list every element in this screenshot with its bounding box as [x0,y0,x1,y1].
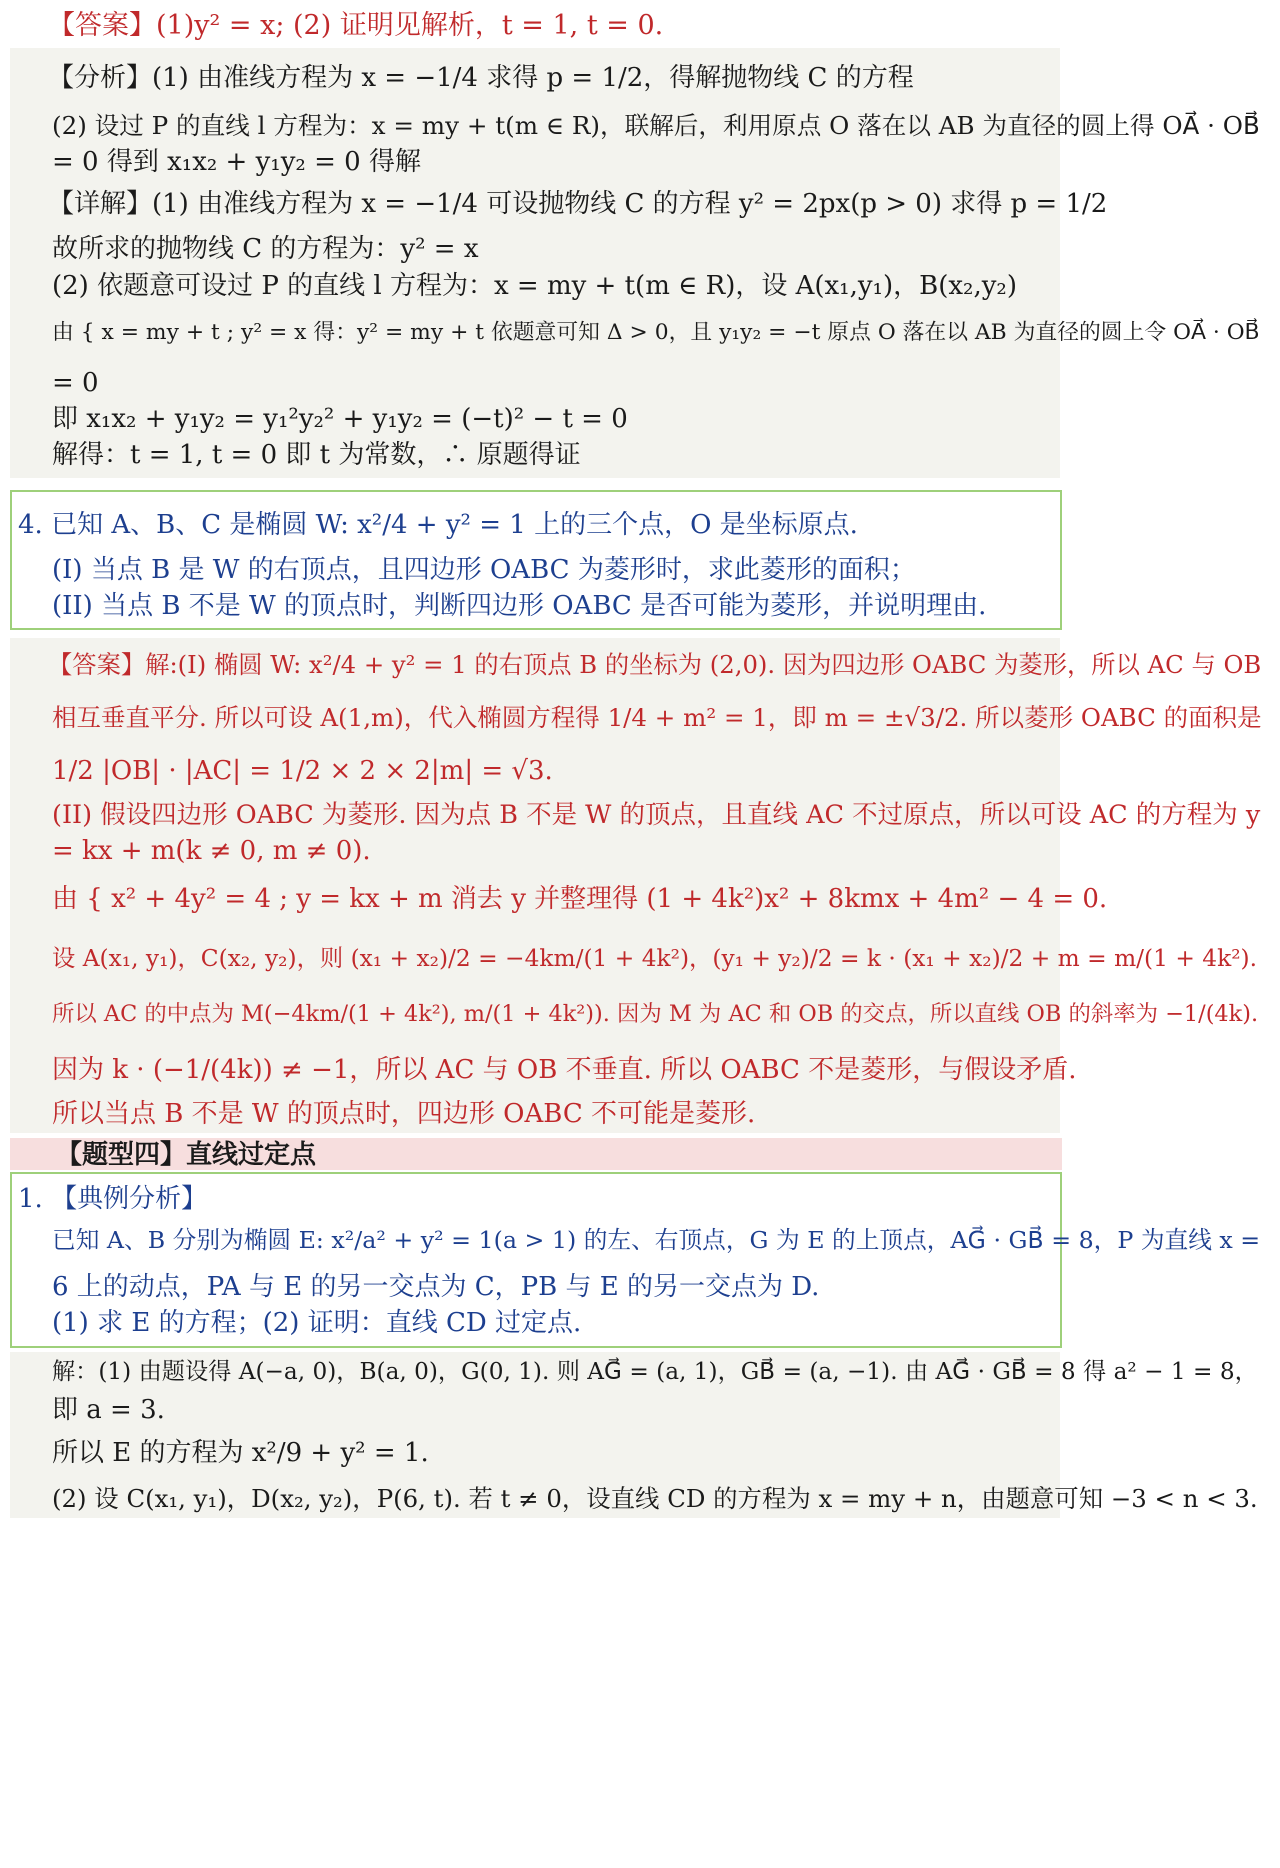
problem-4-statement: 4. 已知 A、B、C 是椭圆 W: x²/4 + y² = 1 上的三个点，O 是坐标原点. [18,510,858,540]
answer-4-line-9: 因为 k · (−1/(4k)) ≠ −1，所以 AC 与 OB 不垂直. 所以 OABC 不是菱形，与假设矛盾. [52,1055,1077,1085]
detail-line-7: 解得：t = 1, t = 0 即 t 为常数，∴ 原题得证 [52,440,581,470]
answer-4-line-7: 设 A(x₁, y₁)，C(x₂, y₂)，则 (x₁ + x₂)/2 = −4km/(1 + 4k²)，(y₁ + y₂)/2 = k · (x₁ + x₂)/2 + m = m/(1 + 4k²). [52,945,1258,972]
analysis-line-2: (2) 设过 P 的直线 l 方程为：x = my + t(m ∈ R)，联解后，利用原点 O 落在以 AB 为直径的圆上得 OA⃗ · OB⃗ [52,111,1260,140]
solution-1-line-1: 解：(1) 由题设得 A(−a, 0)，B(a, 0)，G(0, 1). 则 AG⃗ = (a, 1)，GB⃗ = (a, −1). 由 AG⃗ · GB⃗ = 8 得 a² − 1 = 8， [52,1358,1258,1385]
answer-4-line-6: 由 { x² + 4y² = 4 ; y = kx + m 消去 y 并整理得 (1 + 4k²)x² + 8kmx + 4m² − 4 = 0. [52,884,1108,914]
solution-1-line-4: (2) 设 C(x₁, y₁)，D(x₂, y₂)，P(6, t). 若 t ≠ 0，设直线 CD 的方程为 x = my + n，由题意可知 −3 < n < 3. [52,1484,1258,1513]
problem-1-statement-2: 6 上的动点，PA 与 E 的另一交点为 C，PB 与 E 的另一交点为 D. [52,1272,820,1302]
analysis-line-1: 【分析】(1) 由准线方程为 x = −1/4 求得 p = 1/2，得解抛物线 C 的方程 [48,63,914,93]
detail-line-3: (2) 依题意可设过 P 的直线 l 方程为：x = my + t(m ∈ R)，设 A(x₁,y₁)，B(x₂,y₂) [52,271,1017,301]
answer-4-line-1: 【答案】解:(I) 椭圆 W: x²/4 + y² = 1 的右顶点 B 的坐标为 (2,0). 因为四边形 OABC 为菱形，所以 AC 与 OB [48,650,1262,679]
problem-1-statement-1: 已知 A、B 分别为椭圆 E: x²/a² + y² = 1(a > 1) 的左、右顶点，G 为 E 的上顶点，AG⃗ · GB⃗ = 8，P 为直线 x = [52,1226,1261,1254]
problem-4-part-2: (II) 当点 B 不是 W 的顶点时，判断四边形 OABC 是否可能为菱形，并说明理由. [52,591,987,621]
section-title: 【题型四】直线过定点 [56,1140,317,1170]
detail-line-2: 故所求的抛物线 C 的方程为：y² = x [52,234,479,264]
answer-4-line-3: 1/2 |OB| · |AC| = 1/2 × 2 × 2|m| = √3. [52,756,553,786]
answer-4-line-4: (II) 假设四边形 OABC 为菱形. 因为点 B 不是 W 的顶点，且直线 AC 不过原点，所以可设 AC 的方程为 y [52,800,1261,830]
detail-line-1: 【详解】(1) 由准线方程为 x = −1/4 可设抛物线 C 的方程 y² = 2px(p > 0) 求得 p = 1/2 [48,189,1108,219]
answer-4-line-2: 相互垂直平分. 所以可设 A(1,m)，代入椭圆方程得 1/4 + m² = 1，即 m = ±√3/2. 所以菱形 OABC 的面积是 [52,703,1262,732]
problem-1-heading: 1. 【典例分析】 [18,1184,208,1214]
solution-1-line-2: 即 a = 3. [52,1395,165,1425]
problem-1-statement-3: (1) 求 E 的方程；(2) 证明：直线 CD 过定点. [52,1308,582,1338]
problem-4-part-1: (I) 当点 B 是 W 的右顶点，且四边形 OABC 为菱形时，求此菱形的面积； [52,555,916,585]
answer-4-line-5: = kx + m(k ≠ 0, m ≠ 0). [52,836,371,866]
solution-1-line-3: 所以 E 的方程为 x²/9 + y² = 1. [52,1438,429,1468]
detail-line-4: 由 { x = my + t ; y² = x 得：y² = my + t 依题意可知 Δ > 0，且 y₁y₂ = −t 原点 O 落在以 AB 为直径的圆上令 OA⃗ · OB⃗ [52,320,1260,345]
answer-4-line-10: 所以当点 B 不是 W 的顶点时，四边形 OABC 不可能是菱形. [52,1099,756,1129]
detail-line-6: 即 x₁x₂ + y₁y₂ = y₁²y₂² + y₁y₂ = (−t)² − t = 0 [52,404,628,434]
detail-line-5: = 0 [52,368,99,398]
analysis-line-3: = 0 得到 x₁x₂ + y₁y₂ = 0 得解 [52,147,421,177]
top-answer: 【答案】(1)y² = x; (2) 证明见解析，t = 1, t = 0. [48,10,664,41]
answer-4-line-8: 所以 AC 的中点为 M(−4km/(1 + 4k²), m/(1 + 4k²)). 因为 M 为 AC 和 OB 的交点，所以直线 OB 的斜率为 −1/(4k). [52,1001,1259,1027]
